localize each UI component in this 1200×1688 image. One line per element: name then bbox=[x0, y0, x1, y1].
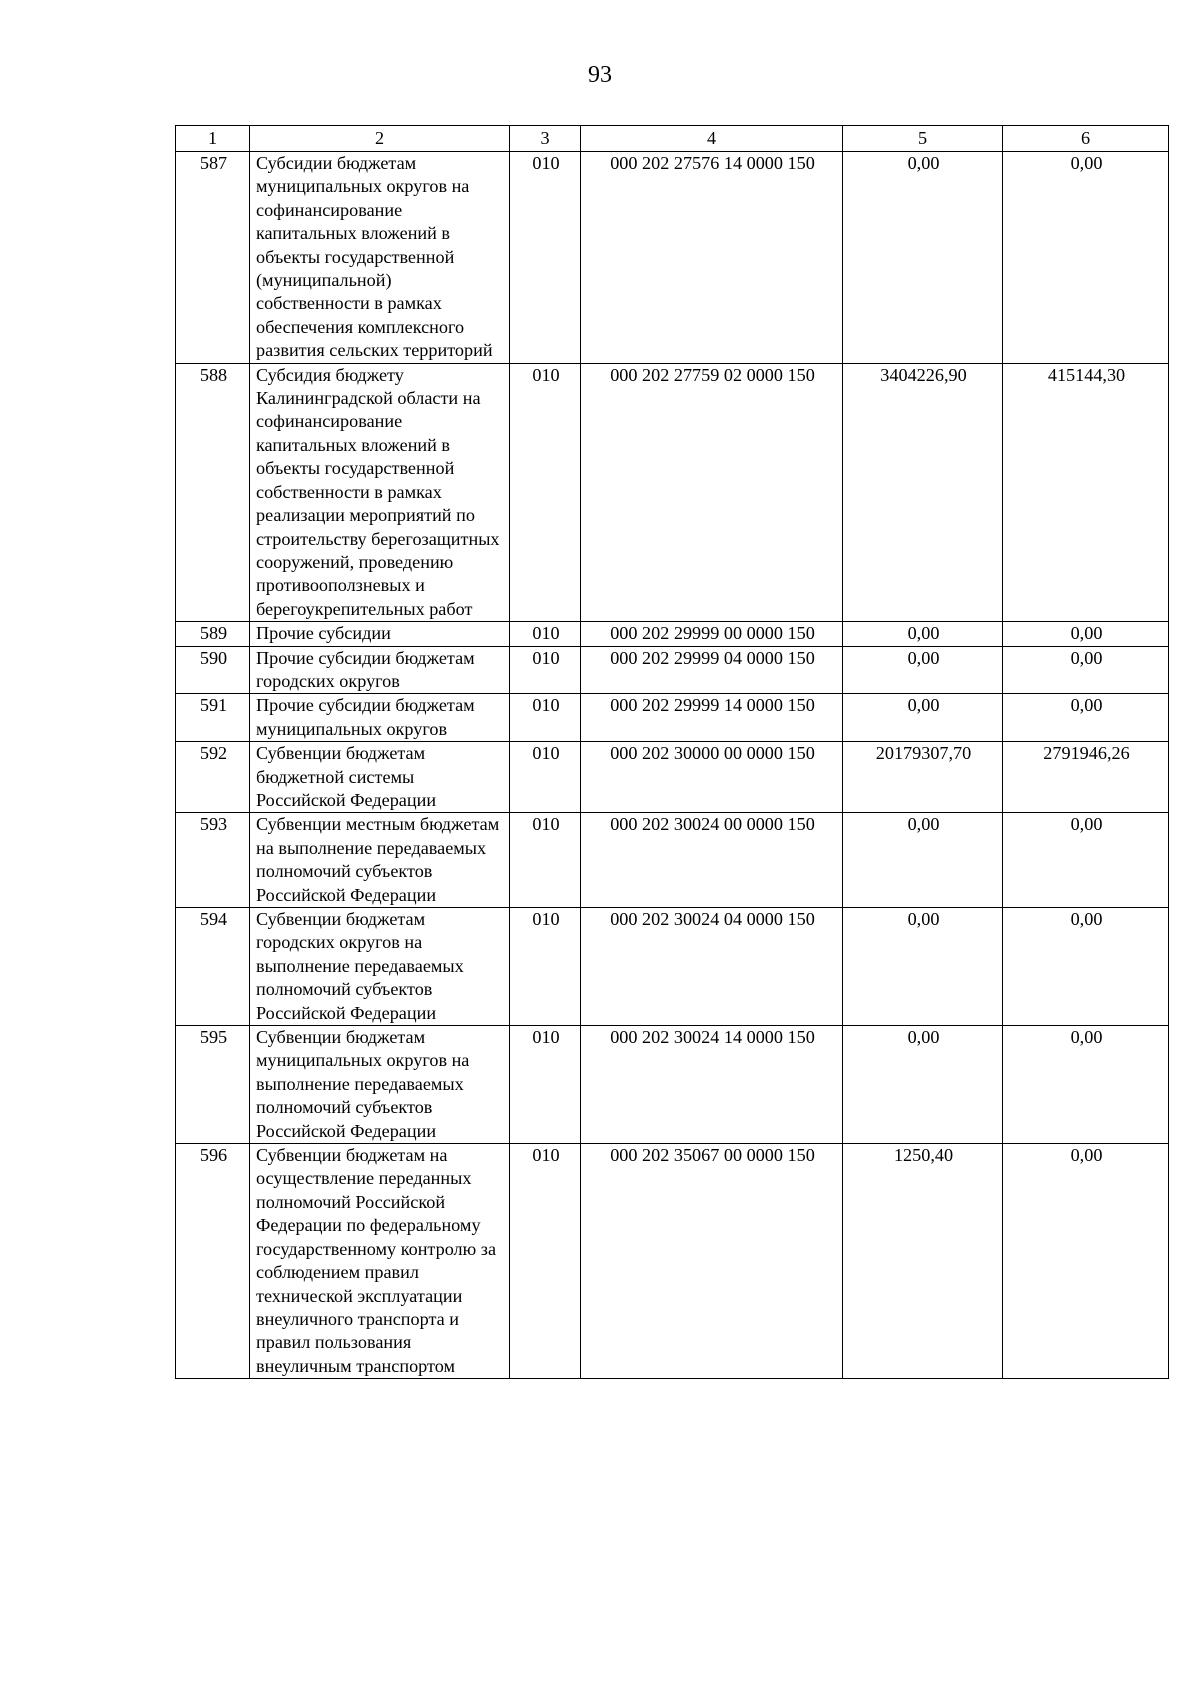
row-amount: 0,00 bbox=[843, 694, 1003, 742]
row-admin-code: 010 bbox=[510, 363, 581, 621]
table-row bbox=[176, 363, 1169, 621]
row-name: Субсидия бюджету Калининградской области на софинансирование капитальных вложений в объекты государственной собственности в рамках реализации мероприятий по строительству берегозащитных сооружений, проведению противооползневых и берегоукрепительных работ bbox=[250, 363, 510, 621]
row-number: 595 bbox=[176, 1026, 250, 1144]
table-row bbox=[176, 1026, 1169, 1144]
column-header-4: 4 bbox=[581, 126, 843, 152]
row-classification-code: 000 202 27576 14 0000 150 bbox=[581, 152, 843, 364]
row-number: 590 bbox=[176, 646, 250, 694]
row-classification-code: 000 202 27759 02 0000 150 bbox=[581, 363, 843, 621]
row-amount: 0,00 bbox=[843, 813, 1003, 908]
row-classification-code: 000 202 35067 00 0000 150 bbox=[581, 1144, 843, 1379]
row-amount-2: 0,00 bbox=[1003, 813, 1169, 908]
table-row bbox=[176, 694, 1169, 742]
column-header-2: 2 bbox=[250, 126, 510, 152]
row-amount: 0,00 bbox=[843, 152, 1003, 364]
column-header-6: 6 bbox=[1003, 126, 1169, 152]
row-admin-code: 010 bbox=[510, 646, 581, 694]
row-amount-2: 0,00 bbox=[1003, 646, 1169, 694]
row-classification-code: 000 202 30000 00 0000 150 bbox=[581, 742, 843, 813]
table-row bbox=[176, 152, 1169, 364]
row-amount-2: 0,00 bbox=[1003, 694, 1169, 742]
row-classification-code: 000 202 29999 14 0000 150 bbox=[581, 694, 843, 742]
row-admin-code: 010 bbox=[510, 908, 581, 1026]
row-classification-code: 000 202 29999 04 0000 150 bbox=[581, 646, 843, 694]
column-header-1: 1 bbox=[176, 126, 250, 152]
row-classification-code: 000 202 29999 00 0000 150 bbox=[581, 622, 843, 646]
row-amount-2: 0,00 bbox=[1003, 622, 1169, 646]
row-name: Субвенции местным бюджетам на выполнение передаваемых полномочий субъектов Российской Федерации bbox=[250, 813, 510, 908]
table-header-row bbox=[176, 126, 1169, 152]
row-classification-code: 000 202 30024 00 0000 150 bbox=[581, 813, 843, 908]
row-number: 594 bbox=[176, 908, 250, 1026]
row-classification-code: 000 202 30024 04 0000 150 bbox=[581, 908, 843, 1026]
row-name: Прочие субсидии бюджетам городских округов bbox=[250, 646, 510, 694]
column-header-3: 3 bbox=[510, 126, 581, 152]
row-amount: 1250,40 bbox=[843, 1144, 1003, 1379]
row-number: 588 bbox=[176, 363, 250, 621]
table-row bbox=[176, 813, 1169, 908]
row-classification-code: 000 202 30024 14 0000 150 bbox=[581, 1026, 843, 1144]
row-admin-code: 010 bbox=[510, 694, 581, 742]
row-name: Прочие субсидии бюджетам муниципальных округов bbox=[250, 694, 510, 742]
row-number: 593 bbox=[176, 813, 250, 908]
table-row bbox=[176, 646, 1169, 694]
row-amount-2: 2791946,26 bbox=[1003, 742, 1169, 813]
row-amount: 0,00 bbox=[843, 646, 1003, 694]
row-name: Субвенции бюджетам бюджетной системы Российской Федерации bbox=[250, 742, 510, 813]
table-row bbox=[176, 742, 1169, 813]
row-name: Прочие субсидии bbox=[250, 622, 510, 646]
row-amount-2: 415144,30 bbox=[1003, 363, 1169, 621]
page-number: 93 bbox=[588, 62, 612, 88]
row-amount: 20179307,70 bbox=[843, 742, 1003, 813]
row-admin-code: 010 bbox=[510, 622, 581, 646]
row-amount: 0,00 bbox=[843, 908, 1003, 1026]
table-row bbox=[176, 622, 1169, 646]
row-number: 589 bbox=[176, 622, 250, 646]
row-number: 596 bbox=[176, 1144, 250, 1379]
row-name: Субсидии бюджетам муниципальных округов на софинансирование капитальных вложений в объекты государственной (муниципальной) собственности в рамках обеспечения комплексного развития сельских территорий bbox=[250, 152, 510, 364]
row-admin-code: 010 bbox=[510, 1026, 581, 1144]
row-amount: 0,00 bbox=[843, 622, 1003, 646]
budget-table bbox=[175, 125, 1169, 1379]
row-amount-2: 0,00 bbox=[1003, 1026, 1169, 1144]
table-row bbox=[176, 1144, 1169, 1379]
row-admin-code: 010 bbox=[510, 742, 581, 813]
row-number: 592 bbox=[176, 742, 250, 813]
table-row bbox=[176, 908, 1169, 1026]
column-header-5: 5 bbox=[843, 126, 1003, 152]
row-number: 587 bbox=[176, 152, 250, 364]
row-admin-code: 010 bbox=[510, 152, 581, 364]
row-number: 591 bbox=[176, 694, 250, 742]
row-name: Субвенции бюджетам на осуществление переданных полномочий Российской Федерации по федеральному государственному контролю за соблюдением правил технической эксплуатации внеуличного транспорта и правил пользования внеуличным транспортом bbox=[250, 1144, 510, 1379]
row-admin-code: 010 bbox=[510, 1144, 581, 1379]
row-amount: 0,00 bbox=[843, 1026, 1003, 1144]
row-amount-2: 0,00 bbox=[1003, 908, 1169, 1026]
row-amount: 3404226,90 bbox=[843, 363, 1003, 621]
row-name: Субвенции бюджетам городских округов на выполнение передаваемых полномочий субъектов Российской Федерации bbox=[250, 908, 510, 1026]
row-admin-code: 010 bbox=[510, 813, 581, 908]
row-name: Субвенции бюджетам муниципальных округов на выполнение передаваемых полномочий субъектов Российской Федерации bbox=[250, 1026, 510, 1144]
row-amount-2: 0,00 bbox=[1003, 152, 1169, 364]
row-amount-2: 0,00 bbox=[1003, 1144, 1169, 1379]
